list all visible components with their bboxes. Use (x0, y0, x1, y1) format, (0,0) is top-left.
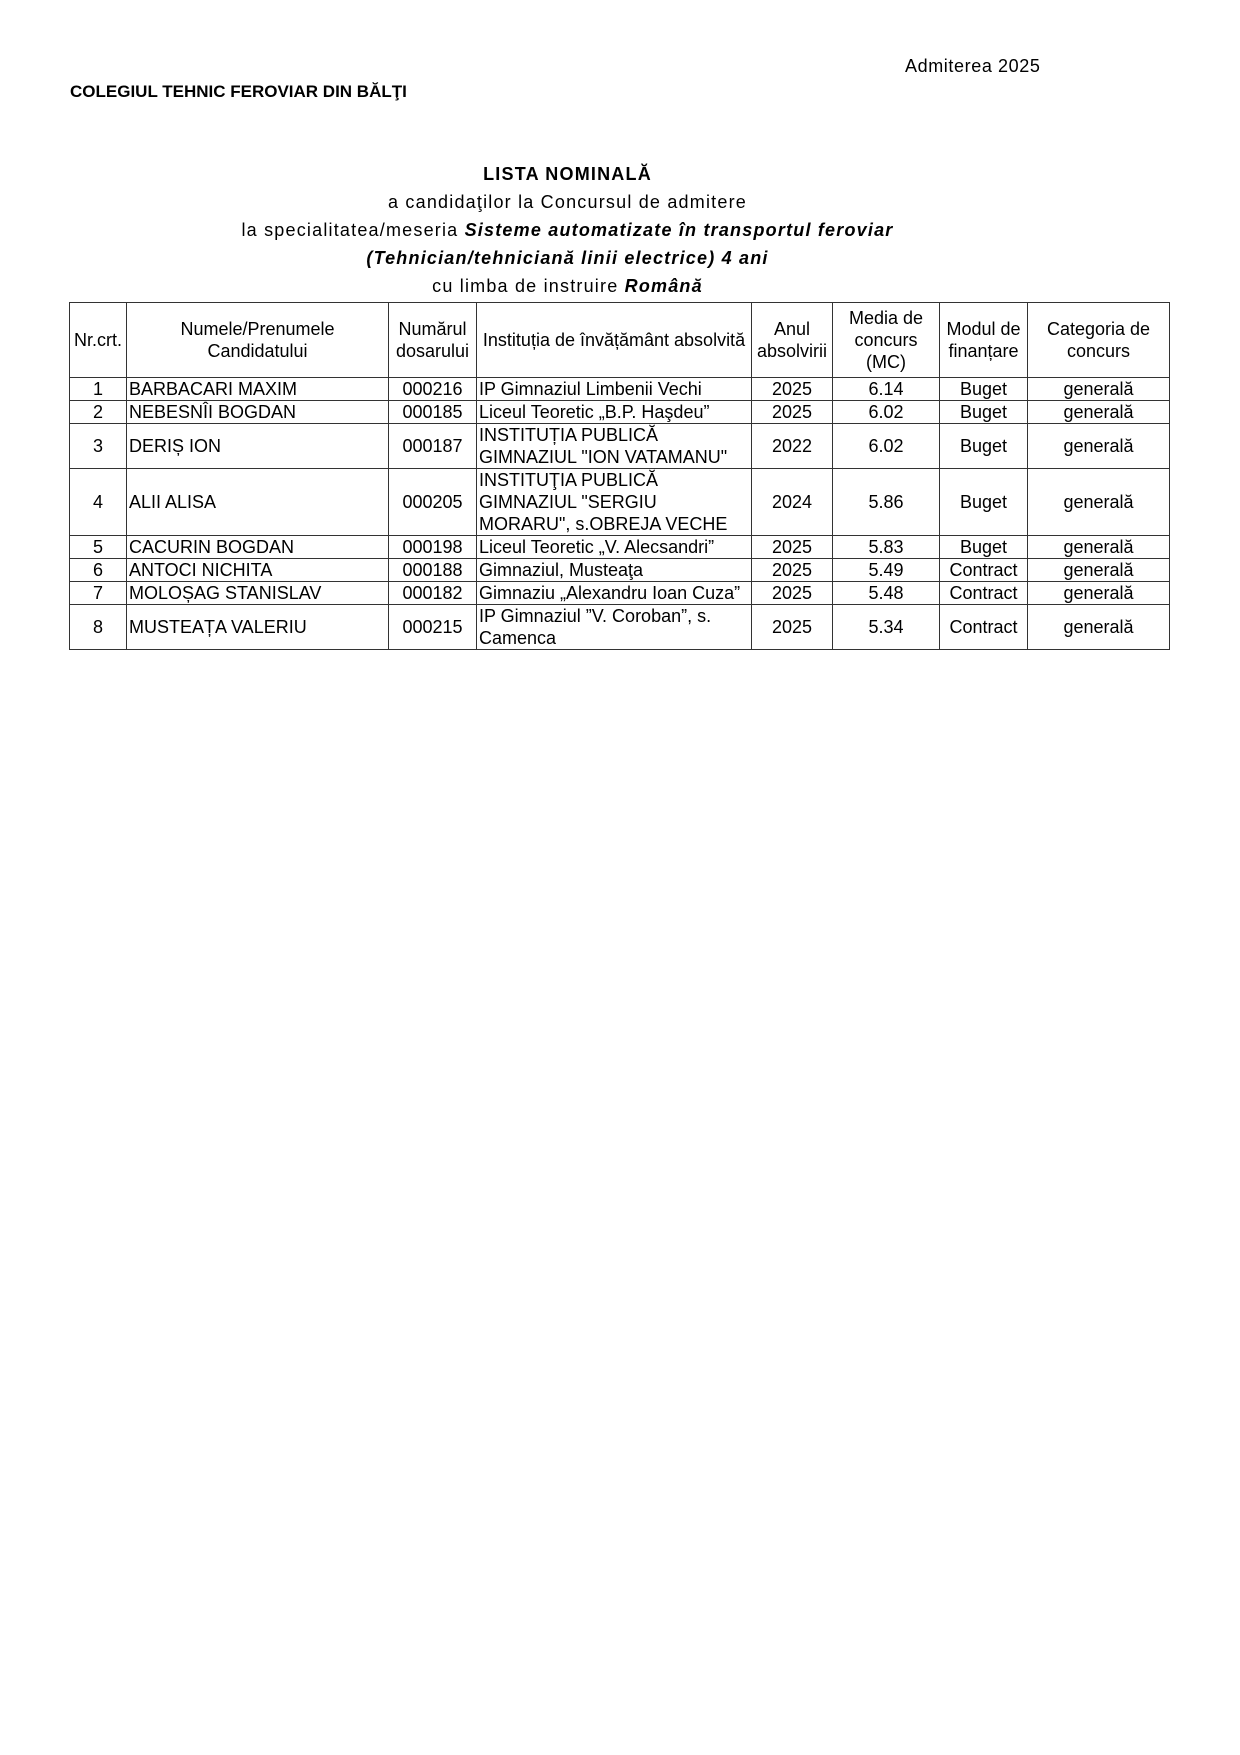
header-funding: Modul de finanțare (940, 303, 1028, 378)
cell-file: 000198 (389, 536, 477, 559)
table-header-row (70, 303, 1170, 378)
table-row (70, 582, 1170, 605)
cell-category: generală (1028, 605, 1170, 650)
header-year: Anul absolvirii (752, 303, 833, 378)
cell-year: 2025 (752, 582, 833, 605)
header-school: Instituția de învățământ absolvită (477, 303, 752, 378)
cell-mean: 5.49 (833, 559, 940, 582)
cell-mean: 5.48 (833, 582, 940, 605)
cell-category: generală (1028, 582, 1170, 605)
document-subtitle: a candidaţilor la Concursul de admitere (388, 192, 747, 212)
cell-name: CACURIN BOGDAN (127, 536, 389, 559)
cell-name: NEBESNÎI BOGDAN (127, 401, 389, 424)
cell-mean: 6.02 (833, 424, 940, 469)
cell-file: 000188 (389, 559, 477, 582)
cell-file: 000216 (389, 378, 477, 401)
language-name: Română (624, 276, 703, 296)
cell-school: Liceul Teoretic „V. Alecsandri” (477, 536, 752, 559)
cell-category: generală (1028, 469, 1170, 536)
header-nr: Nr.crt. (70, 303, 127, 378)
qualification-line: (Tehnician/tehniciană linii electrice) 4 ani (366, 248, 769, 268)
cell-category: generală (1028, 378, 1170, 401)
cell-mean: 5.83 (833, 536, 940, 559)
cell-nr: 6 (70, 559, 127, 582)
table-row (70, 559, 1170, 582)
cell-funding: Buget (940, 469, 1028, 536)
cell-mean: 5.86 (833, 469, 940, 536)
cell-category: generală (1028, 401, 1170, 424)
cell-name: MOLOȘAG STANISLAV (127, 582, 389, 605)
cell-year: 2025 (752, 536, 833, 559)
candidates-table (69, 302, 1170, 650)
cell-nr: 7 (70, 582, 127, 605)
cell-year: 2025 (752, 605, 833, 650)
cell-nr: 8 (70, 605, 127, 650)
cell-nr: 4 (70, 469, 127, 536)
institution-name: COLEGIUL TEHNIC FEROVIAR DIN BĂLŢI (70, 82, 407, 101)
cell-nr: 5 (70, 536, 127, 559)
cell-funding: Contract (940, 582, 1028, 605)
cell-mean: 6.02 (833, 401, 940, 424)
cell-year: 2022 (752, 424, 833, 469)
cell-year: 2024 (752, 469, 833, 536)
table-row (70, 424, 1170, 469)
cell-school: Liceul Teoretic „B.P. Haşdeu” (477, 401, 752, 424)
language-prefix: cu limba de instruire (432, 276, 625, 296)
cell-name: DERIȘ ION (127, 424, 389, 469)
table-row (70, 469, 1170, 536)
cell-nr: 1 (70, 378, 127, 401)
header-file: Numărul dosarului (389, 303, 477, 378)
cell-year: 2025 (752, 378, 833, 401)
specialty-prefix: la specialitatea/meseria (241, 220, 465, 240)
cell-name: ANTOCI NICHITA (127, 559, 389, 582)
table-row (70, 401, 1170, 424)
cell-school: INSTITUŢIA PUBLICĂ GIMNAZIUL "SERGIU MORARU", s.OBREJA VECHE (477, 469, 752, 536)
cell-funding: Buget (940, 401, 1028, 424)
admission-year: Admiterea 2025 (905, 56, 1041, 76)
table-row (70, 605, 1170, 650)
cell-category: generală (1028, 536, 1170, 559)
cell-file: 000215 (389, 605, 477, 650)
table-row (70, 378, 1170, 401)
cell-file: 000182 (389, 582, 477, 605)
specialty-line (0, 220, 1135, 241)
specialty-name: Sisteme automatizate în transportul feroviar (464, 220, 894, 240)
cell-file: 000187 (389, 424, 477, 469)
cell-year: 2025 (752, 559, 833, 582)
cell-school: Gimnaziu „Alexandru Ioan Cuza” (477, 582, 752, 605)
cell-mean: 5.34 (833, 605, 940, 650)
cell-name: ALII ALISA (127, 469, 389, 536)
header-mean: Media de concurs (MC) (833, 303, 940, 378)
cell-mean: 6.14 (833, 378, 940, 401)
cell-file: 000205 (389, 469, 477, 536)
cell-school: Gimnaziul, Musteaţa (477, 559, 752, 582)
cell-category: generală (1028, 424, 1170, 469)
header-name: Numele/Prenumele Candidatului (127, 303, 389, 378)
cell-funding: Buget (940, 378, 1028, 401)
cell-funding: Buget (940, 536, 1028, 559)
cell-nr: 3 (70, 424, 127, 469)
cell-name: BARBACARI MAXIM (127, 378, 389, 401)
cell-category: generală (1028, 559, 1170, 582)
cell-name: MUSTEAȚA VALERIU (127, 605, 389, 650)
cell-funding: Buget (940, 424, 1028, 469)
cell-school: INSTITUȚIA PUBLICĂ GIMNAZIUL "ION VATAMANU" (477, 424, 752, 469)
language-line (0, 276, 1135, 297)
cell-school: IP Gimnaziul ”V. Coroban”, s. Camenca (477, 605, 752, 650)
table-row (70, 536, 1170, 559)
cell-file: 000185 (389, 401, 477, 424)
cell-nr: 2 (70, 401, 127, 424)
document-title: LISTA NOMINALĂ (483, 164, 652, 184)
header-category: Categoria de concurs (1028, 303, 1170, 378)
cell-funding: Contract (940, 559, 1028, 582)
cell-year: 2025 (752, 401, 833, 424)
cell-funding: Contract (940, 605, 1028, 650)
cell-school: IP Gimnaziul Limbenii Vechi (477, 378, 752, 401)
